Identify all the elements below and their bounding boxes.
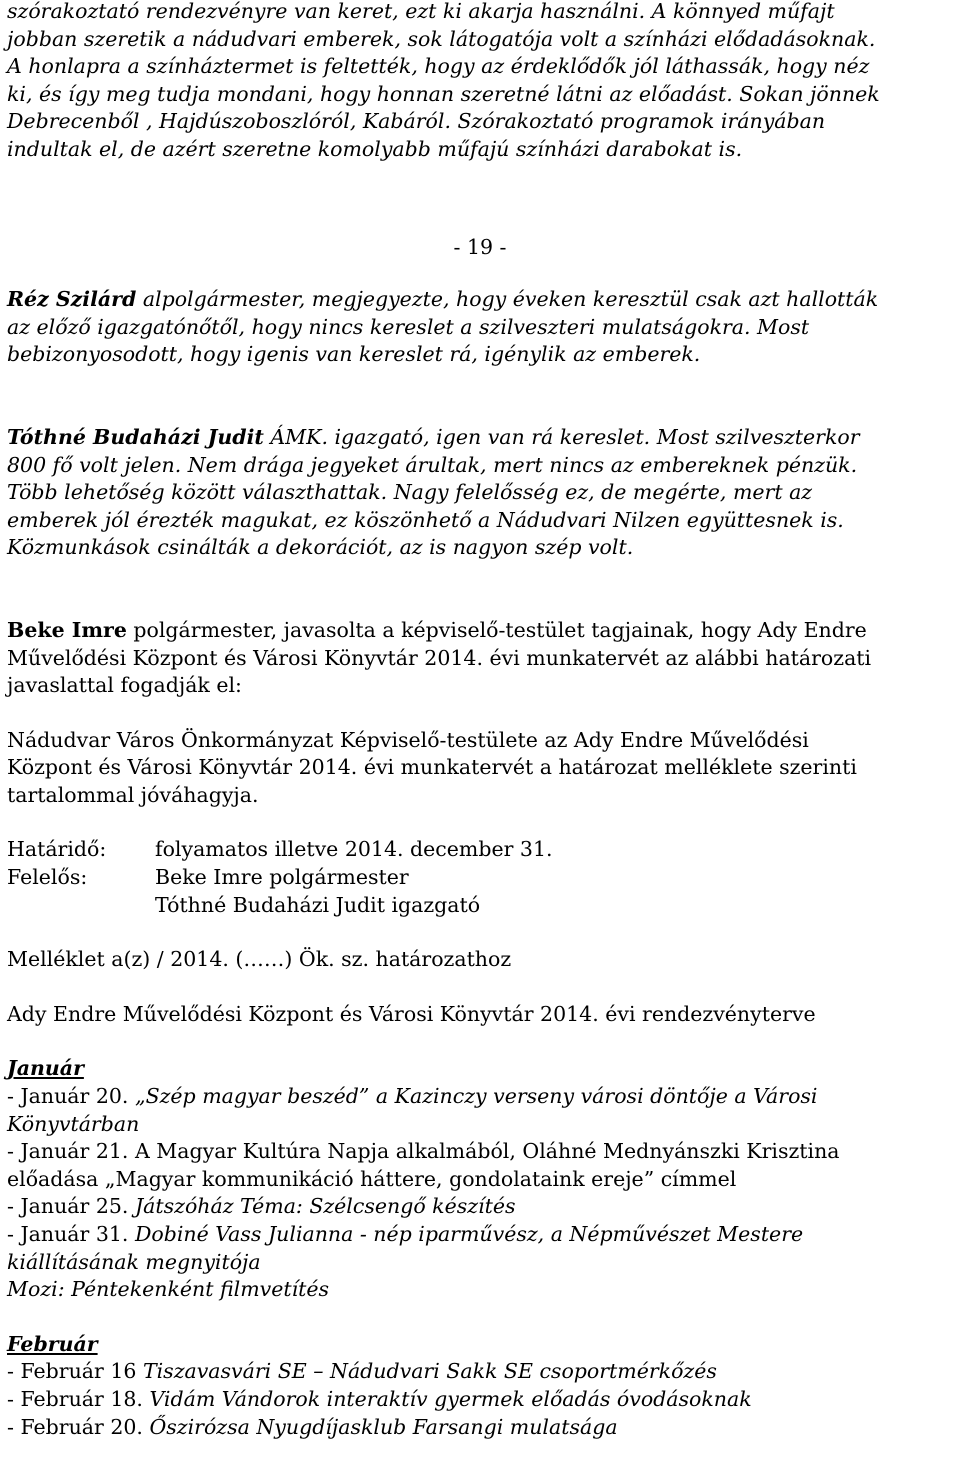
rez-line: az előző igazgatónőtől, hogy nincs kereslet a szilveszteri mulatságokra. Most (7, 314, 810, 339)
month-heading: Február (7, 1331, 98, 1356)
event-date: - Február 16 (7, 1359, 143, 1384)
event-text: Őszirózsa Nyugdíjasklub Farsangi mulatsága (149, 1414, 618, 1439)
event-date: - Február 20. (7, 1414, 150, 1439)
event-item (7, 1083, 955, 1111)
resolution-paragraph (7, 727, 955, 810)
beke-line: javaslattal fogadják el: (7, 673, 242, 698)
beke-paragraph (7, 617, 955, 700)
event-item (7, 1358, 955, 1386)
intro-line: Debrecenből , Hajdúszoboszlóról, Kabáról. Szórakoztató programok irányában (7, 109, 826, 134)
responsible-label: Felelős: (7, 865, 88, 890)
deadline-label: Határidő: (7, 837, 107, 862)
beke-first-line (7, 617, 955, 645)
responsible-label-empty (7, 892, 155, 920)
event-item (7, 1386, 955, 1414)
event-date: - Február 18. (7, 1386, 150, 1411)
event-text: Tiszavasvári SE – Nádudvari Sakk SE csoportmérkőzés (142, 1359, 717, 1384)
event-item (7, 1138, 955, 1166)
intro-line: jobban szeretik a nádudvari emberek, sok látogatója volt a színházi elődadásoknak. (7, 26, 876, 51)
annex-line: Melléklet a(z) / 2014. (……) Ök. sz. határozathoz (7, 947, 512, 972)
beke-line: Művelődési Központ és Városi Könyvtár 2014. évi munkatervét az alábbi határozati (7, 645, 872, 670)
event-date: - Január 21. (7, 1139, 135, 1164)
event-item-cont: előadása „Magyar kommunikáció háttere, gondolataink ereje” címmel (7, 1166, 737, 1191)
document-page (7, 0, 955, 1441)
tothne-first-line (7, 424, 955, 452)
intro-paragraph (7, 0, 955, 164)
responsible-row (7, 892, 955, 920)
resolution-line: tartalommal jóváhagyja. (7, 782, 259, 807)
tothne-line: 800 fő volt jelen. Nem drága jegyeket árultak, mert nincs az embereknek pénzük. (7, 452, 858, 477)
event-date: - Január 31. (7, 1222, 135, 1246)
intro-line: ki, és így meg tudja mondani, hogy honnan szeretné látni az előadást. Sokan jönnek (7, 81, 880, 106)
deadline-value: folyamatos illetve 2014. december 31. (155, 837, 553, 862)
tothne-first-rest: ÁMK. igazgató, igen van rá kereslet. Most szilveszterkor (263, 424, 860, 449)
responsible-row (7, 864, 955, 892)
event-item (7, 1221, 955, 1249)
page-number: - 19 - (453, 234, 507, 259)
plan-title: Ady Endre Művelődési Központ és Városi Könyvtár 2014. évi rendezvényterve (7, 1001, 816, 1026)
event-item (7, 1193, 955, 1221)
event-text: Vidám Vándorok interaktív gyermek előadás óvodásoknak (149, 1386, 752, 1411)
event-date: - Január 25. (7, 1194, 135, 1219)
intro-line: szórakoztató rendezvényre van keret, ezt ki akarja használni. A könnyed műfajt (7, 0, 835, 23)
tothne-line: Több lehetőség között választhattak. Nagy felelősség ez, de megérte, mert az (7, 480, 813, 505)
responsible-value: Tóthné Budaházi Judit igazgató (155, 892, 481, 917)
event-date: - Január 20. (7, 1084, 135, 1109)
speaker-name: Beke Imre (7, 617, 127, 642)
event-item (7, 1414, 955, 1442)
tothne-paragraph (7, 424, 955, 562)
rez-line: bebizonyosodott, hogy igenis van kereslet rá, igénylik az emberek. (7, 342, 701, 367)
tothne-line: Közmunkások csinálták a dekorációt, az is nagyon szép volt. (7, 535, 634, 560)
event-item-cont: Könyvtárban (7, 1111, 140, 1136)
deadline-block (7, 836, 955, 919)
event-text: „Szép magyar beszéd” a Kazinczy verseny városi döntője a Városi (134, 1084, 818, 1109)
responsible-value: Beke Imre polgármester (155, 865, 409, 890)
intro-line: A honlapra a színháztermet is feltették, hogy az érdeklődők jól láthassák, hogy néz (7, 54, 870, 79)
event-text: Dobiné Vass Julianna - nép iparművész, a Népművészet Mestere (134, 1222, 804, 1246)
deadline-row (7, 836, 955, 864)
rez-paragraph (7, 286, 955, 369)
beke-first-rest: polgármester, javasolta a képviselő-testület tagjainak, hogy Ady Endre (126, 617, 867, 642)
rez-first-line (7, 286, 955, 314)
event-text: A Magyar Kultúra Napja alkalmából, Oláhné Mednyánszki Krisztina (134, 1139, 840, 1164)
speaker-name: Réz Szilárd (7, 287, 137, 312)
february-section (7, 1331, 955, 1441)
speaker-name: Tóthné Budaházi Judit (7, 424, 264, 449)
rez-first-rest: alpolgármester, megjegyezte, hogy éveken keresztül csak azt hallották (136, 287, 879, 312)
event-item-cont: kiállításának megnyitója (7, 1249, 261, 1274)
january-section (7, 1055, 955, 1303)
resolution-line: Központ és Városi Könyvtár 2014. évi munkatervét a határozat melléklete szerinti (7, 755, 857, 780)
intro-line: indultak el, de azért szeretne komolyabb műfajú színházi darabokat is. (7, 136, 743, 161)
month-heading: Január (7, 1056, 84, 1081)
resolution-line: Nádudvar Város Önkormányzat Képviselő-testülete az Ady Endre Művelődési (7, 727, 809, 752)
tothne-line: emberek jól érezték magukat, ez köszönhető a Nádudvari Nilzen együttesnek is. (7, 507, 844, 532)
event-item-cont: Mozi: Péntekenként filmvetítés (7, 1277, 330, 1302)
event-text: Játszóház Téma: Szélcsengő készítés (134, 1194, 516, 1219)
